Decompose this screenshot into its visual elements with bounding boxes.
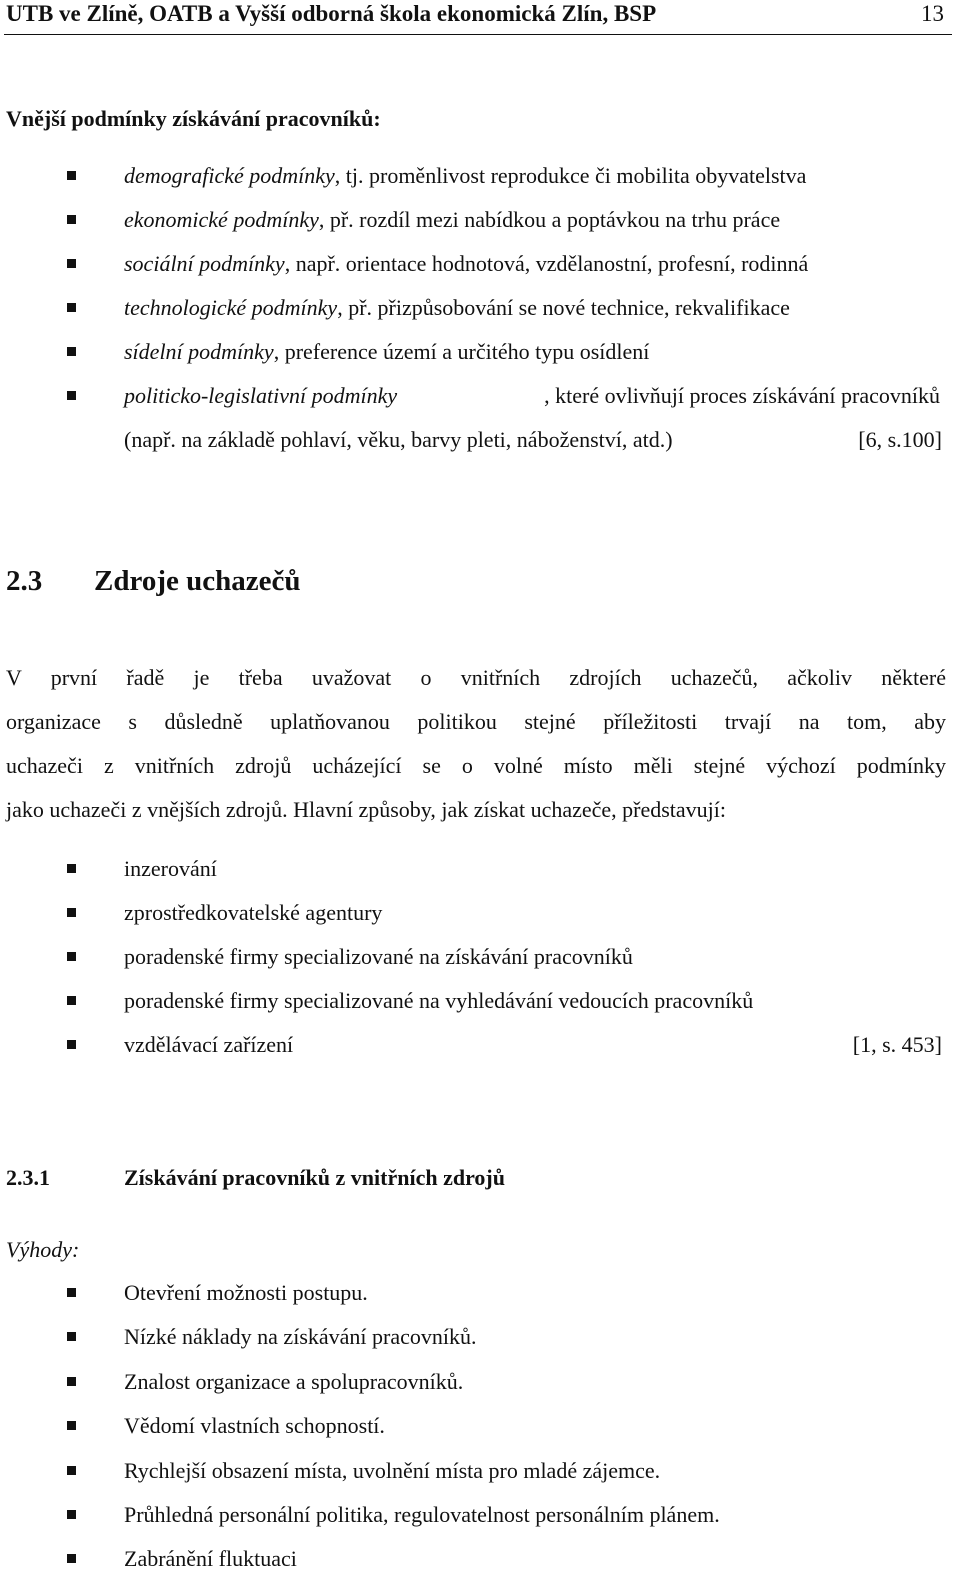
list-item: Průhledná personální politika, regulovatelnost personálním plánem. <box>124 1502 720 1527</box>
list-item: Zabránění fluktuaci <box>124 1546 297 1571</box>
condition-term: sociální podmínky <box>124 251 285 276</box>
condition-description: , př. rozdíl mezi nabídkou a poptávkou na trhu práce <box>318 207 781 232</box>
external-conditions-heading: Vnější podmínky získávání pracovníků: <box>6 106 381 131</box>
list-item: Rychlejší obsazení místa, uvolnění místa pro mladé zájemce. <box>124 1458 661 1483</box>
running-header-title: UTB ve Zlíně, OATB a Vyšší odborná škola ekonomická Zlín, BSP <box>6 1 657 26</box>
list-item <box>124 206 780 234</box>
bullet-marker <box>67 1421 76 1430</box>
condition-term: technologické podmínky <box>124 295 338 320</box>
page-number: 13 <box>921 1 944 26</box>
bullet-marker <box>67 1288 76 1297</box>
list-item <box>124 162 806 190</box>
condition-description: , preference území a určitého typu osídlení <box>273 339 650 364</box>
bullet-marker <box>67 391 76 400</box>
condition-description: , př. přizpůsobování se nové technice, rekvalifikace <box>337 295 790 320</box>
citation: [6, s.100] <box>858 427 942 452</box>
condition-description: , např. orientace hodnotová, vzdělanostní, profesní, rodinná <box>284 251 809 276</box>
list-item: poradenské firmy specializované na získávání pracovníků <box>124 944 633 969</box>
subsection-number: 2.3.1 <box>6 1165 50 1190</box>
list-item: Znalost organizace a spolupracovníků. <box>124 1369 464 1394</box>
bullet-marker <box>67 303 76 312</box>
condition-term: ekonomické podmínky <box>124 207 319 232</box>
bullet-marker <box>67 864 76 873</box>
bullet-marker <box>67 1554 76 1563</box>
list-item: vzdělávací zařízení <box>124 1032 294 1057</box>
section-paragraph <box>6 656 946 832</box>
list-item: Otevření možnosti postupu. <box>124 1280 368 1305</box>
condition-term: demografické podmínky <box>124 163 335 188</box>
list-item <box>124 338 649 366</box>
advantages-heading: Výhody: <box>6 1237 80 1262</box>
section-number: 2.3 <box>6 565 43 597</box>
list-item <box>124 294 790 322</box>
paragraph-line: uchazeči z vnitřních zdrojů ucházející se o volné místo měli stejné výchozí podmínky <box>6 753 946 778</box>
bullet-marker <box>67 215 76 224</box>
list-item-continuation: (např. na základě pohlaví, věku, barvy pleti, náboženství, atd.) <box>124 427 673 452</box>
bullet-marker <box>67 908 76 917</box>
list-item <box>124 382 940 410</box>
list-item: inzerování <box>124 856 217 881</box>
list-item <box>124 250 808 278</box>
list-item: zprostředkovatelské agentury <box>124 900 383 925</box>
bullet-marker <box>67 996 76 1005</box>
bullet-marker <box>67 1377 76 1386</box>
paragraph-line: jako uchazeči z vnějších zdrojů. Hlavní způsoby, jak získat uchazeče, představují: <box>6 797 727 822</box>
condition-term: sídelní podmínky <box>124 339 274 364</box>
bullet-marker <box>67 1040 76 1049</box>
section-title: Zdroje uchazečů <box>94 565 301 597</box>
list-item: Nízké náklady na získávání pracovníků. <box>124 1324 477 1349</box>
bullet-marker <box>67 347 76 356</box>
bullet-marker <box>67 1466 76 1475</box>
paragraph-line: V první řadě je třeba uvažovat o vnitřních zdrojích uchazečů, ačkoliv některé <box>6 665 946 690</box>
list-item: poradenské firmy specializované na vyhledávání vedoucích pracovníků <box>124 988 754 1013</box>
subsection-title: Získávání pracovníků z vnitřních zdrojů <box>124 1165 505 1190</box>
bullet-marker <box>67 1332 76 1341</box>
condition-term: politicko-legislativní podmínky <box>124 383 398 408</box>
header-divider <box>4 34 952 35</box>
bullet-marker <box>67 952 76 961</box>
condition-description: , které ovlivňují proces získávání pracovníků <box>544 383 940 408</box>
citation: [1, s. 453] <box>852 1032 942 1057</box>
paragraph-line: organizace s důsledně uplatňovanou politikou stejné příležitosti trvají na tom, aby <box>6 709 946 734</box>
condition-description: , tj. proměnlivost reprodukce či mobilita obyvatelstva <box>334 163 807 188</box>
bullet-marker <box>67 171 76 180</box>
list-item: Vědomí vlastních schopností. <box>124 1413 385 1438</box>
bullet-marker <box>67 1510 76 1519</box>
bullet-marker <box>67 259 76 268</box>
